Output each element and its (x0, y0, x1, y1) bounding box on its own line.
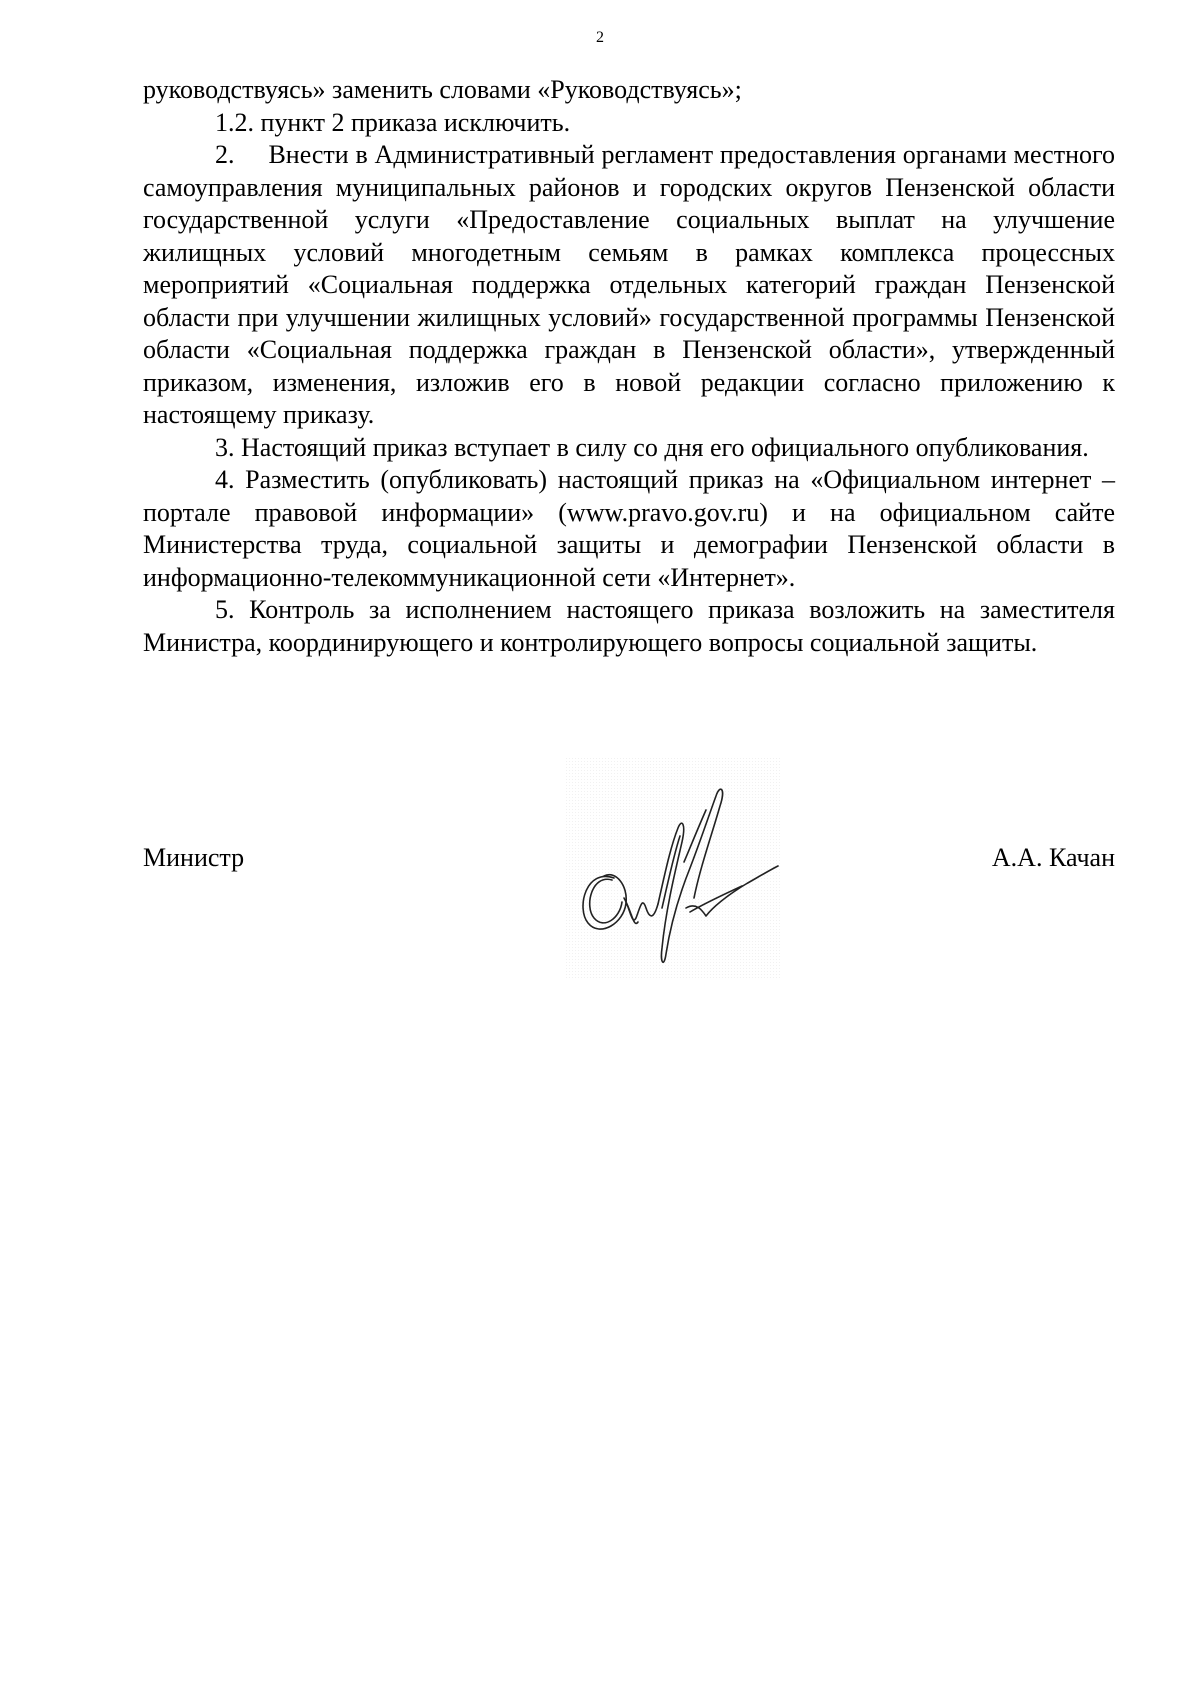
paragraph-item-4: 4. Разместить (опубликовать) настоящий приказ на «Официальном интернет – портале правовой информации» (www.pravo.gov.ru) и на официальном сайте Министерства труда, социальной защиты и демографии Пензенской области в информационно-телекоммуникационной сети «Интернет». (143, 465, 1115, 592)
paragraph-item-2: 2. Внести в Административный регламент предоставления органами местного самоуправления муниципальных районов и городских округов Пензенской области государственной услуги «Предоставление социальных выплат на улучшение жилищных условий многодетным семьям в рамках комплекса процессных мероприятий «Социальная поддержка отдельных категорий граждан Пензенской области при улучшении жилищных условий» государственной программы Пензенской области «Социальная поддержка граждан в Пензенской области», утвержденный приказом, изменения, изложив его в новой редакции согласно приложению к настоящему приказу. (143, 140, 1115, 429)
signer-name: А.А. Качан (991, 843, 1115, 872)
paragraph-item-5: 5. Контроль за исполнением настоящего приказа возложить на заместителя Министра, координирующего и контролирующего вопросы социальной защиты. (143, 595, 1115, 657)
handwritten-signature (566, 758, 782, 980)
signer-title: Министр (143, 843, 245, 872)
paragraph-item-3: 3. Настоящий приказ вступает в силу со дня его официального опубликования. (215, 432, 1089, 462)
paragraph-continuation: руководствуясь» заменить словами «Руководствуясь»; (143, 75, 742, 104)
document-body (143, 74, 1115, 659)
paragraph-item-1-2: 1.2. пункт 2 приказа исключить. (215, 107, 571, 137)
page-number: 2 (596, 29, 604, 46)
